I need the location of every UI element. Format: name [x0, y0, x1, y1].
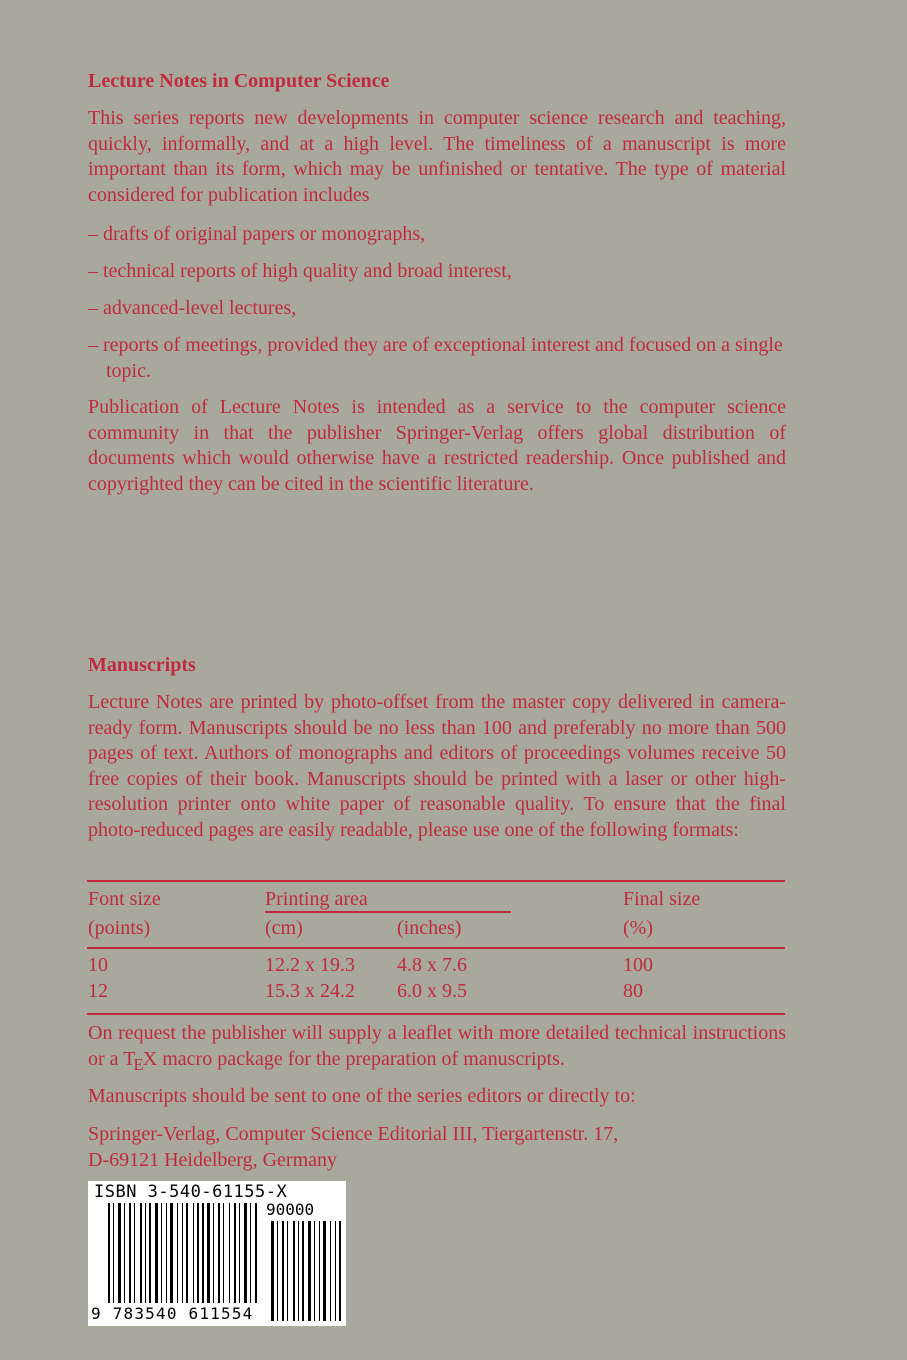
barcode-bar	[218, 1203, 220, 1303]
table-cell-cm: 15.3 x 24.2	[265, 980, 355, 1002]
barcode-bar	[161, 1203, 162, 1303]
barcode-bar	[155, 1203, 158, 1303]
address-line-2: D-69121 Heidelberg, Germany	[88, 1148, 338, 1171]
address-line-1: Springer-Verlag, Computer Science Editorial III, Tiergartenstr. 17,	[88, 1123, 619, 1145]
list-item: – technical reports of high quality and broad interest,	[88, 260, 512, 282]
barcode-bar	[124, 1203, 125, 1303]
header-inches: (inches)	[397, 917, 462, 939]
barcode-bar	[202, 1203, 204, 1303]
addon-bar	[277, 1221, 278, 1321]
barcode-bar	[177, 1203, 178, 1303]
barcode-bar	[193, 1203, 194, 1303]
barcode-bar	[182, 1203, 183, 1303]
request-paragraph	[88, 1021, 786, 1072]
addon-bar	[330, 1221, 331, 1321]
header-font-size: Font size	[88, 888, 161, 910]
manuscripts-paragraph: Lecture Notes are printed by photo-offset from the master copy delivered in camera-ready form. Manuscripts should be no less than 100 and preferably no more than 500 pages of text. Authors of monographs and editors of proceedings volumes receive 50 free copies of their book. Manuscripts should be printed with a laser or other high-resolution printer onto white paper of reasonable quality. To ensure that the final photo-reduced pages are easily readable, please use one of the following formats:	[88, 691, 786, 841]
table-cell-cm: 12.2 x 19.3	[265, 954, 355, 976]
header-cm: (cm)	[265, 917, 303, 939]
series-heading: Lecture Notes in Computer Science	[88, 70, 390, 92]
table-rule-bottom	[87, 1013, 785, 1015]
barcode-bar	[255, 1203, 257, 1303]
barcode-bar	[250, 1203, 251, 1303]
publication-paragraph: Publication of Lecture Notes is intended as a service to the computer science community in that the publisher Springer-Verlag offers global distribution of documents which would otherwise have a restricted readership. Once published and copyrighted they can be cited in the scientific literature.	[88, 396, 786, 495]
barcode-bar	[229, 1203, 230, 1303]
table-cell-font: 10	[88, 954, 108, 976]
manuscripts-heading: Manuscripts	[88, 654, 196, 676]
table-cell-final: 100	[623, 954, 653, 976]
printing-area-rule	[265, 911, 511, 913]
barcode-bar	[108, 1203, 110, 1303]
addon-digits: 90000	[266, 1200, 315, 1219]
addon-bar	[298, 1221, 299, 1321]
isbn-label: ISBN 3-540-61155-X	[94, 1182, 288, 1202]
barcode-bar	[186, 1203, 188, 1303]
table-cell-font: 12	[88, 980, 108, 1002]
table-rule-mid	[87, 947, 785, 949]
barcode-bar	[149, 1203, 151, 1303]
list-item: – drafts of original papers or monographs,	[88, 223, 426, 245]
barcode-bar	[145, 1203, 146, 1303]
header-printing-area: Printing area	[265, 888, 368, 910]
addon-bar	[323, 1221, 326, 1321]
request-suffix: macro package for the preparation of manuscripts.	[157, 1047, 565, 1070]
table-cell-inches: 6.0 x 9.5	[397, 980, 467, 1002]
tex-logo: $T_EX$	[123, 1047, 158, 1074]
addon-bar	[314, 1221, 315, 1321]
barcode-bar	[197, 1203, 199, 1303]
addon-bar	[287, 1221, 288, 1321]
header-final-size: Final size	[623, 888, 701, 910]
addon-bar	[308, 1221, 311, 1321]
list-item: – reports of meetings, provided they are of exceptional interest and focused on a single topic.	[88, 334, 783, 382]
table-rule-top	[87, 880, 785, 882]
barcode-bar	[170, 1203, 173, 1303]
barcode-bar	[244, 1203, 247, 1303]
addon-bar	[335, 1221, 336, 1321]
barcode-bar	[129, 1203, 131, 1303]
addon-bar	[302, 1221, 304, 1321]
barcode-bar	[207, 1203, 210, 1303]
barcode-bar	[234, 1203, 236, 1303]
table-cell-inches: 4.8 x 7.6	[397, 954, 467, 976]
header-percent: (%)	[623, 917, 653, 939]
barcode-bar	[223, 1203, 224, 1303]
address	[88, 1122, 786, 1173]
addon-bar	[282, 1221, 284, 1321]
addon-bar	[271, 1221, 274, 1321]
request-prefix: On request the publisher will supply a leaflet with more detailed technical instructions or a	[88, 1022, 786, 1070]
barcode-bar	[213, 1203, 214, 1303]
addon-bar	[339, 1221, 341, 1321]
series-intro: This series reports new developments in computer science research and teaching, quickly, informally, and at a high level. The timeliness of a manuscript is more important than its form, which may be unfinished or tentative. The type of material considered for publication includes	[88, 107, 786, 206]
table-cell-final: 80	[623, 980, 643, 1002]
barcode-bar	[239, 1203, 240, 1303]
barcode-bar	[113, 1203, 114, 1303]
barcode-bar	[134, 1203, 135, 1303]
header-points: (points)	[88, 917, 151, 939]
barcode-bar	[118, 1203, 121, 1303]
ean-digits: 9 783540 611554	[91, 1304, 254, 1323]
isbn-barcode	[88, 1181, 346, 1326]
addon-bar	[293, 1221, 295, 1321]
barcode-bar	[140, 1203, 142, 1303]
send-paragraph: Manuscripts should be sent to one of the series editors or directly to:	[88, 1085, 636, 1107]
addon-bar	[319, 1221, 320, 1321]
barcode-bar	[166, 1203, 167, 1303]
list-item: – advanced-level lectures,	[88, 297, 297, 319]
